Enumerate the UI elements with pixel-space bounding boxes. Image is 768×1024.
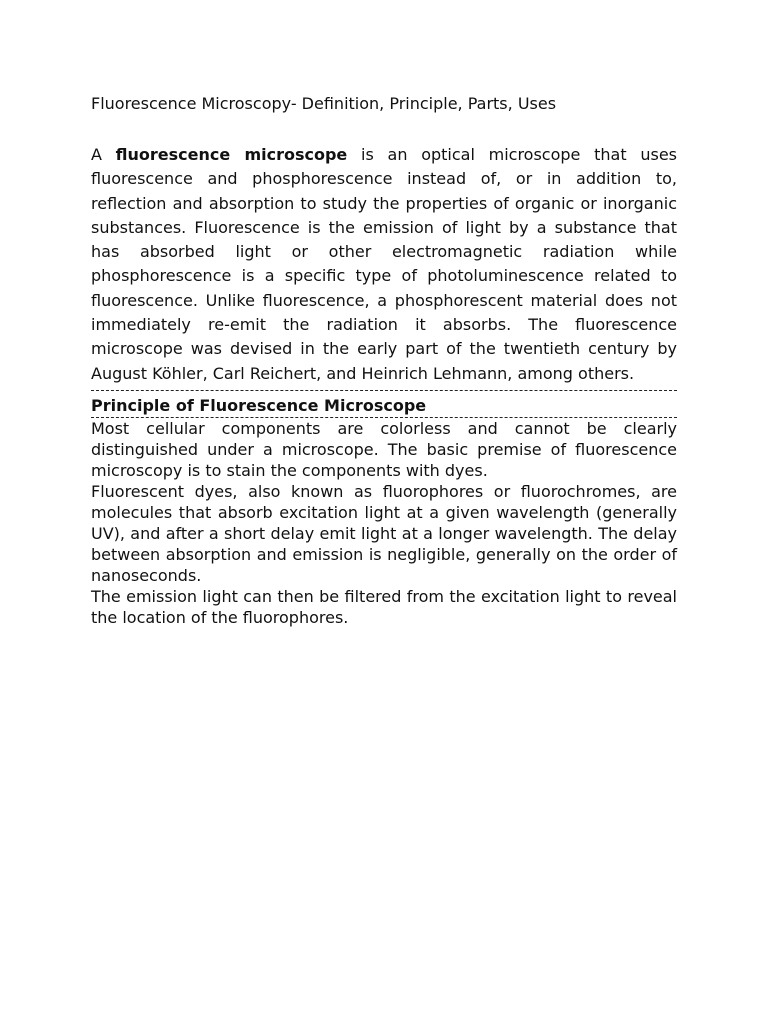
intro-paragraph — [91, 143, 677, 386]
principle-paragraph-2: Fluorescent dyes, also known as fluorophores or fluorochromes, are molecules that absorb excitation light at a given wavelength (generally UV), and after a short delay emit light at a longer wavelength. The delay between absorption and emission is negligible, generally on the order of nanoseconds. — [91, 481, 677, 585]
intro-term: fluorescence microscope — [115, 145, 348, 164]
principle-heading: Principle of Fluorescence Microscope — [91, 396, 677, 418]
section-divider — [91, 390, 677, 391]
document-page — [91, 93, 677, 628]
intro-lead: A — [91, 145, 116, 164]
intro-text: is an optical microscope that uses fluorescence and phosphorescence instead of, or in addition to, reflection and absorption to study the properties of organic or inorganic substances. Fluorescence is the emission of light by a substance that has absorbed light or other electromagnetic radiation while phosphorescence is a specific type of photoluminescence related to fluorescence. Unlike fluorescence, a phosphorescent material does not immediately re-emit the radiation it absorbs. The fluorescence microscope was devised in the early part of the twentieth century by August Köhler, Carl Reichert, and Heinrich Lehmann, among others. — [91, 145, 677, 383]
document-title: Fluorescence Microscopy- Definition, Principle, Parts, Uses — [91, 94, 557, 113]
principle-body — [91, 418, 677, 628]
principle-paragraph-3: The emission light can then be filtered from the excitation light to reveal the location of the fluorophores. — [91, 586, 677, 627]
principle-paragraph-1: Most cellular components are colorless and cannot be clearly distinguished under a microscope. The basic premise of fluorescence microscopy is to stain the components with dyes. — [91, 418, 677, 480]
